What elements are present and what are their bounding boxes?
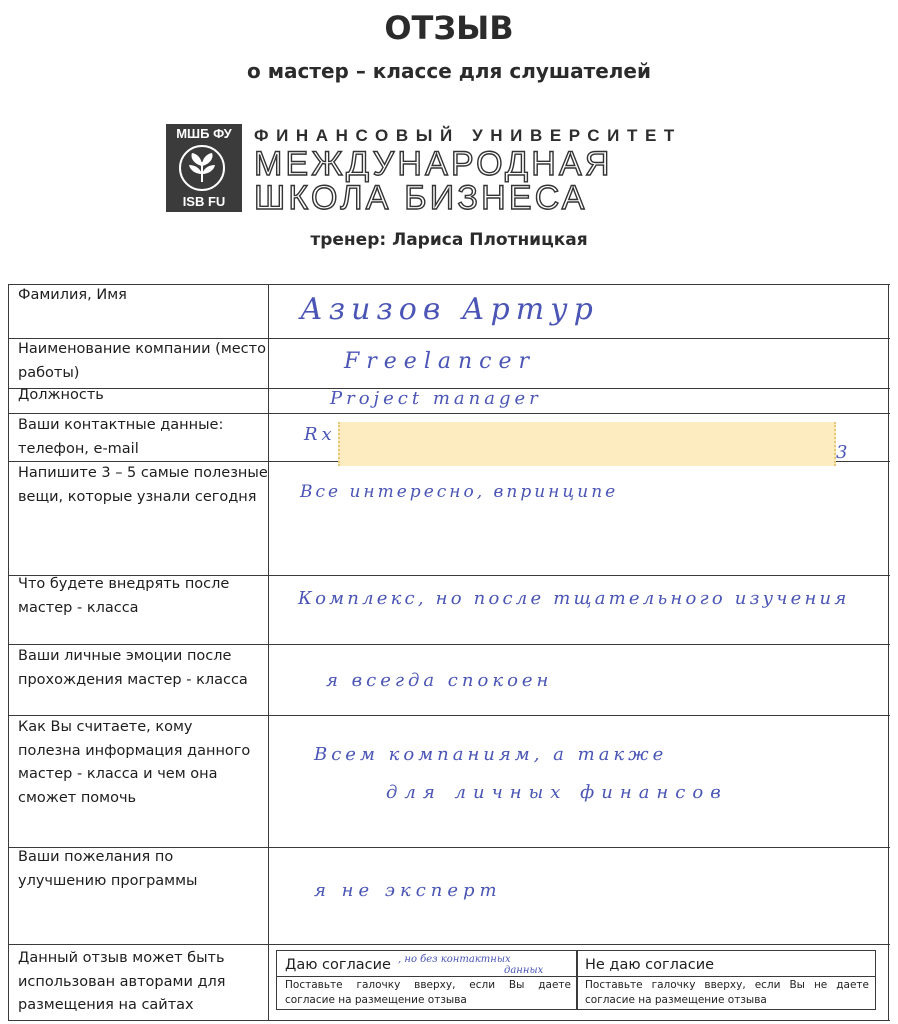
consent-divider [277,976,577,977]
answer-contacts-prefix: Rx [304,424,336,445]
column-divider [268,284,269,1020]
answer-position: Project manager [330,388,542,409]
consent-disagree-label: Не даю согласие [585,957,715,973]
answer-implement: Комплекс, но после тщательного изучения [298,588,850,609]
consent-disagree-box[interactable] [576,950,876,1010]
answer-usefulness-line1: Всем компаниям, а также [314,744,668,765]
consent-divider [577,976,875,977]
label-useful-things: Напишите 3 – 5 самые полезные вещи, которые узнали сегодня [18,465,268,505]
label-position: Должность [18,387,104,403]
label-full-name: Фамилия, Имя [18,287,127,303]
consent-handwritten-note-2: данных [504,965,544,976]
answer-full-name: Азизов Артур [300,292,599,327]
answer-wishes: я не эксперт [314,880,502,901]
table-border-bottom [8,1020,890,1021]
label-company: Наименование компании (место работы) [18,341,266,381]
label-implement: Что будете внедрять после мастер - класса [18,576,230,616]
consent-disagree-note: Поставьте галочку вверху, если Вы не даете согласие на размещение отзыва [585,979,869,1006]
consent-handwritten-note-1: , но без контактных [398,954,511,965]
emblem-top-text: МШБ ФУ [176,126,232,141]
redacted-contacts [338,422,836,466]
answer-usefulness-line2: для личных финансов [386,782,728,803]
trainer-name: тренер: Лариса Плотницкая [310,230,588,250]
form-title: ОТЗЫВ [384,9,514,47]
label-contacts: Ваши контактные данные: телефон, e-mail [18,417,224,457]
answer-contacts-suffix: 3 [836,442,852,463]
label-wishes: Ваши пожелания по улучшению программы [18,849,198,889]
consent-agree-note: Поставьте галочку вверху, если Вы даете согласие на размещение отзыва [285,979,571,1006]
form-subtitle: о мастер – классе для слушателей [246,59,652,83]
logo-line-2: ШКОЛА БИЗНЕСА [254,179,588,217]
label-consent: Данный отзыв может быть использован авторами для размещения на сайтах [18,950,226,1013]
answer-company: Freelancer [344,349,536,374]
logo-line-1: МЕЖДУНАРОДНАЯ [254,145,613,183]
feedback-table [8,284,890,1024]
consent-agree-label: Даю согласие [285,957,391,973]
university-logo [166,124,726,216]
label-emotions: Ваши личные эмоции после прохождения мастер - класса [18,648,248,688]
emblem-bottom-text: ISB FU [182,194,226,209]
table-border-left [8,284,9,1020]
answer-useful-things: Все интересно, впринципе [300,482,619,502]
label-usefulness: Как Вы считаете, кому полезна информация данного мастер - класса и чем она сможет помочь [18,719,251,806]
table-border-right [888,284,889,1020]
logo-university-text: ФИНАНСОВЫЙ УНИВЕРСИТЕТ [254,126,682,145]
row-divider [8,944,890,945]
flower-emblem-icon [178,144,226,192]
answer-emotions: я всегда спокоен [326,670,553,691]
logo-emblem [166,124,242,212]
